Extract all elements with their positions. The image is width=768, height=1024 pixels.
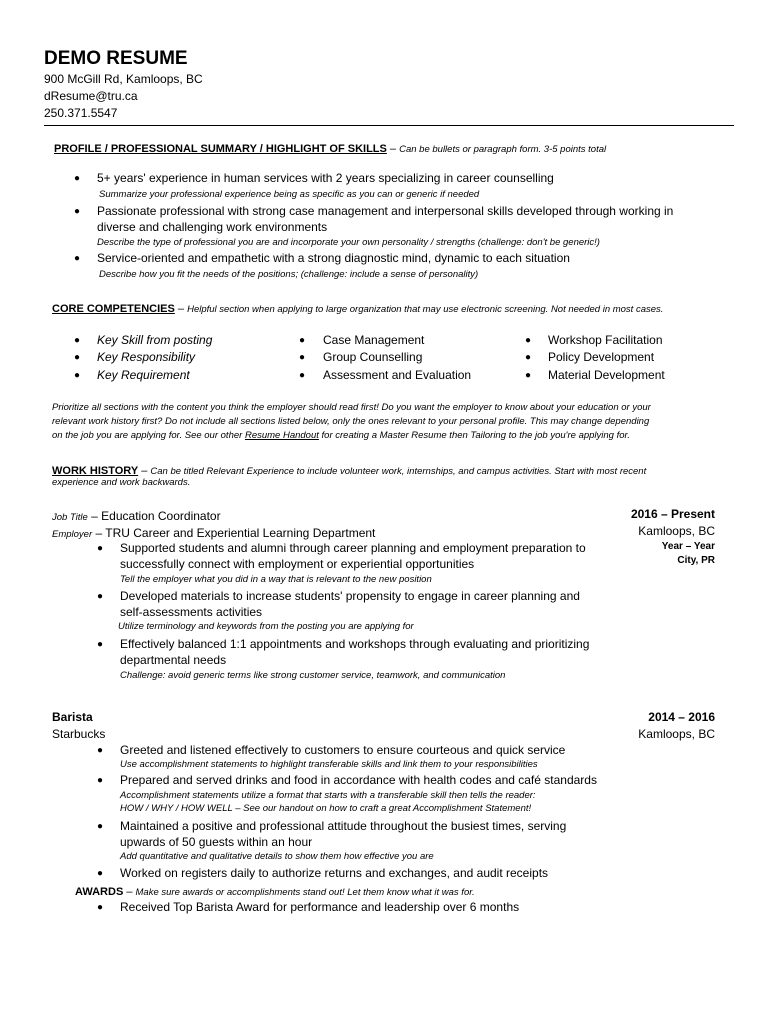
profile-heading-line	[54, 139, 606, 157]
email: dResume@tru.ca	[44, 89, 138, 103]
job2-dates: 2014 – 2016	[648, 710, 715, 724]
bullet-icon: ●	[97, 591, 104, 602]
address: 900 McGill Rd, Kamloops, BC	[44, 72, 203, 86]
job2-bullet3-hint: Add quantitative and qualitative details to show them how effective you are	[120, 851, 434, 862]
job2-bullet1: Greeted and listened effectively to customers to ensure courteous and quick service	[120, 743, 566, 757]
bullet-icon: ●	[97, 821, 104, 832]
bullet-icon: ●	[299, 335, 306, 346]
phone: 250.371.5547	[44, 106, 118, 120]
job2-employer: Starbucks	[52, 727, 106, 741]
job2-bullet2-hint-l1: Accomplishment statements utilize a format that starts with a transferable skill then tells the reader:	[120, 790, 536, 801]
prioritize-note-l3-a: on the job you are applying for. See our other	[52, 430, 245, 441]
competency-col2-2: Group Counselling	[323, 350, 423, 364]
employer-label: Employer	[52, 529, 93, 540]
job2-location: Kamloops, BC	[638, 727, 715, 741]
competency-col2-1: Case Management	[323, 333, 425, 347]
job1-bullet3-hint: Challenge: avoid generic terms like strong customer service, teamwork, and communication	[120, 670, 506, 681]
bullet-icon: ●	[74, 370, 81, 381]
competencies-heading: CORE COMPETENCIES	[52, 303, 175, 315]
work-note-l2: experience and work backwards.	[52, 477, 191, 488]
profile-item-2-l1: Passionate professional with strong case management and interpersonal skills developed through working in	[97, 204, 674, 218]
job2-bullet2: Prepared and served drinks and food in accordance with health codes and café standards	[120, 773, 597, 787]
job1-dates-hint: Year – Year	[661, 541, 715, 552]
job2-bullet3-l2: upwards of 50 guests within an hour	[120, 835, 313, 849]
job1-employer-line	[52, 524, 375, 542]
bullet-icon: ●	[97, 775, 104, 786]
competency-col1-3: Key Requirement	[97, 368, 190, 382]
job1-title: Education Coordinator	[101, 509, 221, 523]
competency-col1-1: Key Skill from posting	[97, 333, 213, 347]
job1-employer: TRU Career and Experiential Learning Department	[105, 526, 376, 540]
profile-heading: PROFILE / PROFESSIONAL SUMMARY / HIGHLIGHT OF SKILLS	[54, 143, 387, 155]
job2-bullet2-hint-l2: HOW / WHY / HOW WELL – See our handout on how to craft a great Accomplishment Statement!	[120, 803, 532, 814]
job2-title: Barista	[52, 710, 93, 724]
job1-location: Kamloops, BC	[638, 524, 715, 538]
prioritize-note-l2: relevant work history first? Do not include all sections listed below, only the ones relevant to your personal profile. This may change depending	[52, 416, 650, 427]
bullet-icon: ●	[97, 902, 104, 913]
profile-item-3: Service-oriented and empathetic with a strong diagnostic mind, dynamic to each situation	[97, 251, 570, 265]
awards-dash: –	[123, 886, 136, 898]
competencies-heading-line	[52, 299, 663, 317]
competency-col3-2: Policy Development	[548, 350, 655, 364]
bullet-icon: ●	[97, 639, 104, 650]
bullet-icon: ●	[74, 352, 81, 363]
profile-note: Can be bullets or paragraph form. 3-5 points total	[399, 144, 607, 155]
bullet-icon: ●	[97, 543, 104, 554]
profile-item-2-l2: diverse and challenging work environments	[97, 220, 328, 234]
job-title-label: Job Title	[52, 512, 88, 523]
job1-bullet3-l2: departmental needs	[120, 653, 227, 667]
bullet-icon: ●	[97, 868, 104, 879]
bullet-icon: ●	[97, 745, 104, 756]
awards-note: Make sure awards or accomplishments stand out! Let them know what it was for.	[135, 887, 475, 898]
competency-col3-1: Workshop Facilitation	[548, 333, 663, 347]
header-divider	[44, 125, 734, 126]
work-dash: –	[138, 465, 151, 477]
bullet-icon: ●	[74, 173, 81, 184]
profile-dash: –	[386, 143, 400, 155]
job2-bullet1-hint: Use accomplishment statements to highlight transferable skills and link them to your responsibilities	[120, 759, 538, 770]
profile-hint-2: Describe the type of professional you are and incorporate your own personality / strengths (challenge: don't be generic!)	[97, 237, 600, 248]
job1-bullet3-l1: Effectively balanced 1:1 appointments and workshops through evaluating and prioritizing	[120, 637, 590, 651]
job1-bullet2-l2: self-assessments activities	[120, 605, 263, 619]
job2-bullet4: Worked on registers daily to authorize returns and exchanges, and audit receipts	[120, 866, 549, 880]
job1-bullet1-l1: Supported students and alumni through career planning and employment preparation to	[120, 541, 586, 555]
competency-col1-2: Key Responsibility	[97, 350, 196, 364]
prioritize-note-l3-b: for creating a Master Resume then Tailoring to the job you're applying for.	[318, 430, 630, 441]
profile-item-1: 5+ years' experience in human services with 2 years specializing in career counselling	[97, 171, 554, 185]
job-title-sep: –	[87, 509, 102, 523]
bullet-icon: ●	[74, 253, 81, 264]
awards-heading: AWARDS	[75, 886, 124, 898]
bullet-icon: ●	[74, 335, 81, 346]
job1-bullet1-l2: successfully connect with employment or experiential opportunities	[120, 557, 475, 571]
job1-bullet1-hint: Tell the employer what you did in a way that is relevant to the new position	[120, 574, 432, 585]
bullet-icon: ●	[525, 370, 532, 381]
job2-bullet3-l1: Maintained a positive and professional attitude throughout the busiest times, serving	[120, 819, 567, 833]
job1-dates: 2016 – Present	[630, 507, 715, 521]
job1-location-hint: City, PR	[677, 555, 715, 566]
work-note-l1: Can be titled Relevant Experience to include volunteer work, internships, and campus activities. Start with most recent	[150, 466, 647, 477]
profile-hint-1: Summarize your professional experience being as specific as you can or generic if needed	[99, 189, 480, 200]
job1-title-line	[52, 507, 221, 525]
resume-name: DEMO RESUME	[44, 48, 188, 69]
resume-handout-link[interactable]: Resume Handout	[244, 430, 319, 441]
job1-bullet2-hint: Utilize terminology and keywords from the posting you are applying for	[118, 621, 414, 632]
competencies-note: Helpful section when applying to large organization that may use electronic screening. Not needed in most cases.	[187, 304, 664, 315]
competency-col3-3: Material Development	[548, 368, 665, 382]
awards-heading-line	[75, 882, 475, 900]
employer-sep: –	[92, 526, 106, 540]
bullet-icon: ●	[299, 352, 306, 363]
competency-col2-3: Assessment and Evaluation	[323, 368, 472, 382]
bullet-icon: ●	[74, 206, 81, 217]
job1-bullet2-l1: Developed materials to increase students' propensity to engage in career planning and	[120, 589, 580, 603]
prioritize-note-l3	[52, 430, 630, 441]
award-item: Received Top Barista Award for performance and leadership over 6 months	[120, 900, 520, 914]
bullet-icon: ●	[299, 370, 306, 381]
bullet-icon: ●	[525, 352, 532, 363]
work-heading: WORK HISTORY	[52, 465, 139, 477]
prioritize-note-l1: Prioritize all sections with the content you think the employer should read first! Do you want the employer to know about your education or your	[52, 402, 651, 413]
profile-hint-3: Describe how you fit the needs of the positions; (challenge: include a sense of personality)	[99, 269, 479, 280]
competencies-dash: –	[174, 303, 188, 315]
bullet-icon: ●	[525, 335, 532, 346]
